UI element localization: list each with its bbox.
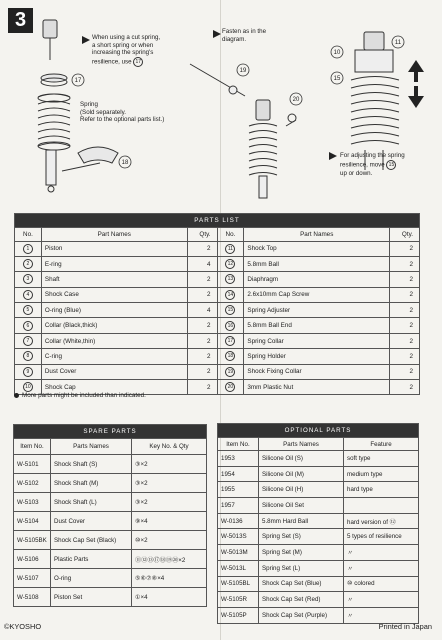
part-qty: 2 [390, 380, 420, 395]
table-row [15, 333, 420, 348]
pointer-arrow-icon [82, 36, 90, 44]
spring-note: Spring (Sold separately. Refer to the optional parts list.) [80, 101, 165, 124]
col-header: Parts Names [259, 438, 344, 451]
part-qty: 2 [390, 287, 420, 302]
part-name: Shock Cap Set (Blue) [259, 576, 344, 592]
col-header: Parts Names [51, 439, 132, 455]
part-name: 5.8mm Ball [244, 256, 390, 271]
part-qty: 2 [390, 303, 420, 318]
optional-parts-table [217, 423, 419, 624]
fasten-note: Fasten as in the diagram. [222, 28, 267, 43]
part-qty: 2 [187, 364, 217, 379]
col-header: Qty. [187, 228, 217, 242]
table-row [14, 588, 207, 607]
part-name: 5.8mm Ball End [244, 318, 390, 333]
part-ref: 15 [386, 160, 396, 170]
copyright-text: ©KYOSHO [4, 622, 42, 631]
item-number: W-5102 [14, 474, 51, 493]
item-number: W-5013L [218, 560, 259, 576]
shock-right [351, 32, 399, 170]
feature: 〃 [344, 592, 419, 608]
item-number: W-5105BL [218, 576, 259, 592]
part-name: Shock Shaft (M) [51, 474, 132, 493]
part-number-cell [15, 318, 42, 333]
part-name: Plastic Parts [51, 550, 132, 569]
part-qty: 2 [187, 241, 217, 256]
item-number: 1953 [218, 451, 259, 467]
table-row [218, 466, 419, 482]
part-number-cell [217, 333, 244, 348]
part-name: Shock Cap Set (Black) [51, 531, 132, 550]
part-name: Shock Shaft (S) [51, 455, 132, 474]
part-qty: 2 [187, 380, 217, 395]
cut-spring-note-text: When using a cut spring, a short spring or when increasing the spring's resilience, use [92, 34, 161, 66]
table-row [15, 349, 420, 364]
callout-label: 15 [333, 76, 341, 82]
part-number: 13 [225, 274, 235, 284]
part-number: 4 [23, 290, 33, 300]
callout-label: 17 [74, 78, 82, 84]
table-row [15, 318, 420, 333]
callout-label: 11 [394, 40, 402, 46]
table-row [218, 513, 419, 529]
part-number-cell [15, 287, 42, 302]
table-row [218, 545, 419, 561]
shock-assembly-illustration [0, 0, 442, 212]
table-row [14, 493, 207, 512]
part-number: 6 [23, 321, 33, 331]
item-number: W-5101 [14, 455, 51, 474]
part-number: 5 [23, 305, 33, 315]
part-number-cell [217, 241, 244, 256]
part-number: 11 [225, 244, 235, 254]
part-name: Diaphragm [244, 272, 390, 287]
part-name: Dust Cover [41, 364, 187, 379]
part-number-cell [15, 241, 42, 256]
part-name: Shock Shaft (L) [51, 493, 132, 512]
part-name: Piston [41, 241, 187, 256]
part-name: Spring Set (M) [259, 545, 344, 561]
part-qty: 4 [187, 303, 217, 318]
part-name: E-ring [41, 256, 187, 271]
part-name: O-ring (Blue) [41, 303, 187, 318]
part-name: Shock Cap Set (Red) [259, 592, 344, 608]
item-number: 1954 [218, 466, 259, 482]
part-number: 7 [23, 336, 33, 346]
part-qty: 2 [390, 349, 420, 364]
table-row [218, 607, 419, 623]
key-qty: ③×2 [132, 474, 207, 493]
part-number-cell [15, 333, 42, 348]
spare-parts-table [13, 424, 207, 607]
table-row [14, 531, 207, 550]
key-qty: ⑪⑫⑬⑰⑱⑲⑳×2 [132, 550, 207, 569]
part-name: Silicone Oil Set [259, 498, 344, 514]
table-row [14, 512, 207, 531]
part-qty: 2 [390, 272, 420, 287]
part-qty: 2 [187, 318, 217, 333]
item-number: W-5104 [14, 512, 51, 531]
parts-list-title: PARTS LIST [15, 214, 420, 228]
spare-parts-body [14, 455, 207, 607]
col-header: No. [217, 228, 244, 242]
pointer-arrow-icon [213, 30, 221, 38]
part-name: Silicone Oil (H) [259, 482, 344, 498]
table-row [218, 576, 419, 592]
part-number-cell [217, 287, 244, 302]
part-name: Shock Fixing Collar [244, 364, 390, 379]
item-number: W-5107 [14, 569, 51, 588]
part-number: 20 [225, 382, 235, 392]
item-number: W-5105P [218, 607, 259, 623]
part-number: 8 [23, 351, 33, 361]
up-down-arrow-icon [408, 60, 424, 108]
table-row [15, 256, 420, 271]
cut-spring-note [92, 34, 188, 67]
part-name: Spring Adjuster [244, 303, 390, 318]
part-number: 18 [225, 351, 235, 361]
spring-holder-18 [62, 147, 118, 171]
table-row [14, 474, 207, 493]
col-header: Item No. [218, 438, 259, 451]
table-row [218, 482, 419, 498]
feature: 〃 [344, 560, 419, 576]
item-number: W-5105BK [14, 531, 51, 550]
table-row [218, 451, 419, 467]
assembly-diagram [0, 0, 442, 212]
col-header: Key No. & Qty [132, 439, 207, 455]
callout-label: 20 [292, 97, 300, 103]
part-qty: 2 [390, 318, 420, 333]
part-number-cell [15, 303, 42, 318]
parts-list-body [15, 241, 420, 395]
part-number: 17 [225, 336, 235, 346]
key-qty: ⑨×4 [132, 512, 207, 531]
key-qty: ③×2 [132, 455, 207, 474]
part-qty: 2 [390, 364, 420, 379]
parts-footnote [14, 392, 146, 399]
part-number: 14 [225, 290, 235, 300]
item-number: W-5105R [218, 592, 259, 608]
feature: medium type [344, 466, 419, 482]
feature: soft type [344, 451, 419, 467]
part-number-cell [15, 349, 42, 364]
feature: 〃 [344, 545, 419, 561]
part-qty: 2 [390, 241, 420, 256]
table-row [218, 498, 419, 514]
part-number-cell [217, 272, 244, 287]
part-number-cell [15, 272, 42, 287]
part-name: 5.8mm Hard Ball [259, 513, 344, 529]
part-name: Spring Collar [244, 333, 390, 348]
part-name: Silicone Oil (S) [259, 451, 344, 467]
table-row [15, 287, 420, 302]
feature: 〃 [344, 607, 419, 623]
shock-left [38, 20, 70, 192]
part-qty: 2 [390, 256, 420, 271]
part-name: Collar (Black,thick) [41, 318, 187, 333]
spare-parts-title: SPARE PARTS [14, 425, 207, 439]
callout-label: 18 [121, 160, 129, 166]
item-number: W-5103 [14, 493, 51, 512]
part-qty: 2 [187, 272, 217, 287]
part-number-cell [217, 256, 244, 271]
callout-label: 10 [333, 50, 341, 56]
key-qty: ③×2 [132, 493, 207, 512]
part-number: 15 [225, 305, 235, 315]
printed-in-text: Printed in Japan [378, 622, 432, 631]
footnote-text: More parts might be included than indicated. [22, 392, 146, 399]
item-number: W-0136 [218, 513, 259, 529]
feature: hard version of ⑫ [344, 513, 419, 529]
bullet-icon [14, 393, 19, 398]
adjust-note-text: For adjusting the spring resilience, move [340, 152, 405, 169]
part-number-cell [217, 303, 244, 318]
col-header: No. [15, 228, 42, 242]
part-name: O-ring [51, 569, 132, 588]
col-header: Item No. [14, 439, 51, 455]
part-qty: 2 [390, 333, 420, 348]
part-number-cell [15, 256, 42, 271]
item-number: W-5013S [218, 529, 259, 545]
table-row [15, 272, 420, 287]
col-header: Qty. [390, 228, 420, 242]
part-name: Shock Cap [41, 380, 187, 395]
part-qty: 2 [187, 349, 217, 364]
table-row [218, 592, 419, 608]
parts-list-table [14, 213, 420, 395]
table-row [14, 550, 207, 569]
part-number: 12 [225, 259, 235, 269]
part-name: 3mm Plastic Nut [244, 380, 390, 395]
part-name: Piston Set [51, 588, 132, 607]
part-name: Silicone Oil (M) [259, 466, 344, 482]
item-number: 1957 [218, 498, 259, 514]
adjust-note-tail: up or down. [340, 169, 373, 177]
item-number: 1955 [218, 482, 259, 498]
part-name: Shock Top [244, 241, 390, 256]
part-name: C-ring [41, 349, 187, 364]
part-number: 16 [225, 321, 235, 331]
feature [344, 498, 419, 514]
part-name: Dust Cover [51, 512, 132, 531]
table-row [14, 455, 207, 474]
part-ref: 17 [133, 57, 143, 67]
part-number: 2 [23, 259, 33, 269]
part-number: 9 [23, 367, 33, 377]
table-row [15, 364, 420, 379]
item-number: W-5106 [14, 550, 51, 569]
adjust-spring-note [340, 152, 438, 177]
part-name: Collar (White,thin) [41, 333, 187, 348]
part-name: 2.6x10mm Cap Screw [244, 287, 390, 302]
part-name: Spring Holder [244, 349, 390, 364]
optional-parts-body [218, 451, 419, 624]
part-number: 1 [23, 244, 33, 254]
feature: ⑩ colored [344, 576, 419, 592]
key-qty: ⑤⑥⑦⑧×4 [132, 569, 207, 588]
feature: hard type [344, 482, 419, 498]
part-number-cell [217, 349, 244, 364]
col-header: Part Names [41, 228, 187, 242]
feature: 5 types of resilience [344, 529, 419, 545]
pointer-arrow-icon [329, 152, 337, 160]
part-number-cell [217, 364, 244, 379]
part-number-cell [217, 380, 244, 395]
part-number: 19 [225, 367, 235, 377]
callout-label: 19 [239, 68, 247, 74]
optional-parts-title: OPTIONAL PARTS [218, 424, 419, 438]
key-qty: ①×4 [132, 588, 207, 607]
part-number-cell [217, 318, 244, 333]
part-name: Shock Case [41, 287, 187, 302]
part-number-cell [15, 364, 42, 379]
table-row [218, 560, 419, 576]
shock-middle [190, 64, 296, 198]
col-header: Feature [344, 438, 419, 451]
table-row [218, 529, 419, 545]
item-number: W-5013M [218, 545, 259, 561]
item-number: W-5108 [14, 588, 51, 607]
step-number-badge: 3 [8, 8, 33, 33]
col-header: Part Names [244, 228, 390, 242]
part-number: 10 [23, 382, 33, 392]
key-qty: ⑩×2 [132, 531, 207, 550]
part-qty: 2 [187, 287, 217, 302]
table-row [15, 303, 420, 318]
part-name: Shock Cap Set (Purple) [259, 607, 344, 623]
table-row [15, 241, 420, 256]
part-qty: 4 [187, 256, 217, 271]
part-name: Spring Set (L) [259, 560, 344, 576]
table-row [14, 569, 207, 588]
part-name: Spring Set (S) [259, 529, 344, 545]
part-name: Shaft [41, 272, 187, 287]
part-qty: 2 [187, 333, 217, 348]
part-number: 3 [23, 274, 33, 284]
